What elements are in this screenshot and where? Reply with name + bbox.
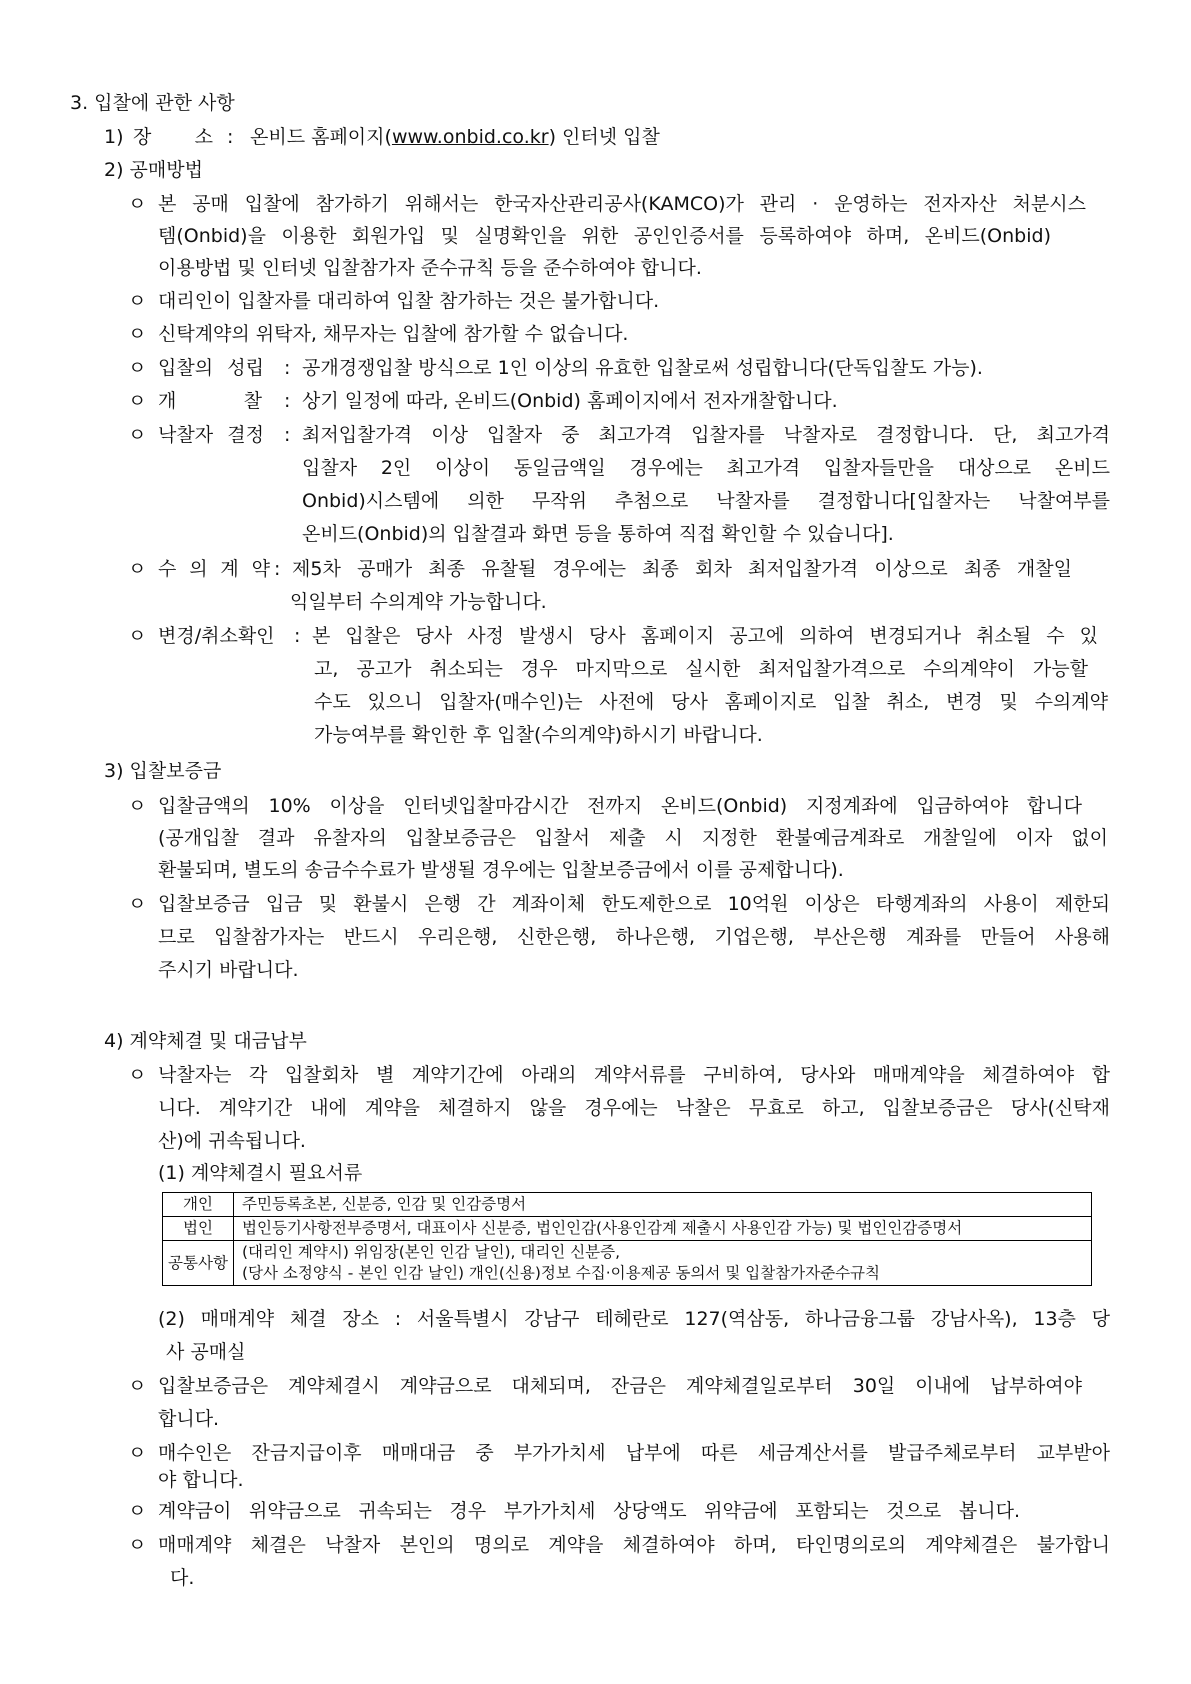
method-item-colon: : <box>284 357 291 379</box>
method-item-colon: : <box>284 424 291 446</box>
bullet-icon: ㅇ <box>128 558 147 580</box>
contract-line: 야 합니다. <box>158 1469 244 1491</box>
method-item-colon: : <box>284 390 291 412</box>
method-line: 공개경쟁입찰 방식으로 1인 이상의 유효한 입찰로써 성립합니다(단독입찰도 가능). <box>302 357 983 379</box>
deposit-line: 환불되며, 별도의 송금수수료가 발생될 경우에는 입찰보증금에서 이를 공제합니다). <box>158 859 844 881</box>
bullet-icon: ㅇ <box>128 1534 147 1556</box>
method-item-label: 수 의 계 약 <box>158 558 270 580</box>
method-line: 신탁계약의 위탁자, 채무자는 입찰에 참가할 수 없습니다. <box>158 323 629 345</box>
table-cell-line: (대리인 계약시) 위임장(본인 인감 날인), 대리인 신분증, <box>242 1243 621 1261</box>
place-label: 장 소 <box>133 126 213 148</box>
method-line: 본 입찰은 당사 사정 발생시 당사 홈페이지 공고에 의하여 변경되거나 취소될 수 있 <box>312 625 1098 647</box>
deposit-line: 주시기 바랍니다. <box>158 959 299 981</box>
bullet-icon: ㅇ <box>128 1500 147 1522</box>
deposit-line: 입찰금액의 10% 이상을 인터넷입찰마감시간 전까지 온비드(Onbid) 지정계좌에 입금하여야 합니다 <box>158 795 1082 817</box>
method-line: 템(Onbid)을 이용한 회원가입 및 실명확인을 위한 공인인증서를 등록하여야 하며, 온비드(Onbid) <box>158 225 1051 247</box>
method-item-label: 변경/취소확인 <box>158 625 275 647</box>
bullet-icon: ㅇ <box>128 1442 147 1464</box>
method-line: Onbid)시스템에 의한 무작위 추첨으로 낙찰자를 결정합니다[입찰자는 낙찰여부를 <box>302 490 1110 512</box>
method-item-label: 낙찰자 결정 <box>158 424 264 446</box>
table-row-label: 공통사항 <box>163 1241 234 1286</box>
contract-intro-line: 산)에 귀속됩니다. <box>158 1130 306 1152</box>
deposit-line: (공개입찰 결과 유찰자의 입찰보증금은 입찰서 제출 시 지정한 환불예금계좌로 개찰일에 이자 없이 <box>158 827 1108 849</box>
method-line: 수도 있으니 입찰자(매수인)는 사전에 당사 홈페이지로 입찰 취소, 변경 및 수의계약 <box>314 691 1108 713</box>
method-line: 최저입찰가격 이상 입찰자 중 최고가격 입찰자를 낙찰자로 결정합니다. 단, 최고가격 <box>302 424 1110 446</box>
method-item-colon: : <box>274 558 281 580</box>
contract-line: 계약금이 위약금으로 귀속되는 경우 부가가치세 상당액도 위약금에 포함되는 것으로 봅니다. <box>158 1500 1020 1522</box>
place-text-before: 온비드 홈페이지( <box>250 126 392 148</box>
docs-heading: (1) 계약체결시 필요서류 <box>158 1162 363 1184</box>
table-cell <box>234 1241 1092 1286</box>
bullet-icon: ㅇ <box>128 323 147 345</box>
contract-line: 합니다. <box>158 1408 220 1430</box>
contract-place-line: (2) 매매계약 체결 장소 : 서울특별시 강남구 테헤란로 127(역삼동, 하나금융그룹 강남사옥), 13층 당 <box>158 1308 1110 1330</box>
deposit-line: 므로 입찰참가자는 반드시 우리은행, 신한은행, 하나은행, 기업은행, 부산은행 계좌를 만들어 사용해 <box>158 926 1110 948</box>
contract-line: 입찰보증금은 계약체결시 계약금으로 대체되며, 잔금은 계약체결일로부터 30일 이내에 납부하여야 <box>158 1375 1082 1397</box>
bullet-icon: ㅇ <box>128 1375 147 1397</box>
contract-line: 다. <box>170 1567 195 1589</box>
method-line: 입찰자 2인 이상이 동일금액일 경우에는 최고가격 입찰자들만을 대상으로 온비드 <box>302 457 1110 479</box>
bullet-icon: ㅇ <box>128 1064 147 1086</box>
place-colon: : <box>227 126 234 148</box>
place-number: 1) <box>104 126 124 148</box>
method-line: 고, 공고가 취소되는 경우 마지막으로 실시한 최저입찰가격으로 수의계약이 가능할 <box>314 658 1088 680</box>
table-row-label: 개인 <box>163 1193 234 1217</box>
table-row <box>163 1241 1092 1286</box>
deposit-heading: 3) 입찰보증금 <box>104 760 222 782</box>
table-cell: 주민등록초본, 신분증, 인감 및 인감증명서 <box>234 1193 1092 1217</box>
contract-intro-line: 낙찰자는 각 입찰회차 별 계약기간에 아래의 계약서류를 구비하여, 당사와 매매계약을 체결하여야 합 <box>158 1064 1110 1086</box>
place-value <box>250 122 660 152</box>
deposit-line: 입찰보증금 입금 및 환불시 은행 간 계좌이체 한도제한으로 10억원 이상은 타행계좌의 사용이 제한되 <box>158 893 1110 915</box>
method-line: 가능여부를 확인한 후 입찰(수의계약)하시기 바랍니다. <box>314 724 763 746</box>
method-item-label: 개 찰 <box>158 390 262 412</box>
contract-heading: 4) 계약체결 및 대금납부 <box>104 1030 307 1052</box>
required-documents-table <box>162 1192 1092 1286</box>
bullet-icon: ㅇ <box>128 893 147 915</box>
method-item-colon: : <box>294 625 301 647</box>
method-line: 대리인이 입찰자를 대리하여 입찰 참가하는 것은 불가합니다. <box>158 290 660 312</box>
contract-line: 매매계약 체결은 낙찰자 본인의 명의로 계약을 체결하여야 하며, 타인명의로의 계약체결은 불가합니 <box>158 1534 1110 1556</box>
bullet-icon: ㅇ <box>128 625 147 647</box>
contract-line: 매수인은 잔금지급이후 매매대금 중 부가가치세 납부에 따른 세금계산서를 발급주체로부터 교부받아 <box>158 1442 1110 1464</box>
table-cell-line: (당사 소정양식 - 본인 인감 날인) 개인(신용)정보 수집·이용제공 동의서 및 입찰참가자준수규칙 <box>242 1264 880 1282</box>
bullet-icon: ㅇ <box>128 290 147 312</box>
method-line: 이용방법 및 인터넷 입찰참가자 준수규칙 등을 준수하여야 합니다. <box>158 257 702 279</box>
method-line: 제5차 공매가 최종 유찰될 경우에는 최종 회차 최저입찰가격 이상으로 최종 개찰일 <box>292 558 1072 580</box>
table-row <box>163 1217 1092 1241</box>
method-heading: 2) 공매방법 <box>104 159 203 181</box>
section-title: 3. 입찰에 관한 사항 <box>70 92 235 114</box>
method-line: 상기 일정에 따라, 온비드(Onbid) 홈페이지에서 전자개찰합니다. <box>302 390 838 412</box>
table-row-label: 법인 <box>163 1217 234 1241</box>
bullet-icon: ㅇ <box>128 193 147 215</box>
method-line: 온비드(Onbid)의 입찰결과 화면 등을 통하여 직접 확인할 수 있습니다]. <box>302 523 894 545</box>
table-cell: 법인등기사항전부증명서, 대표이사 신분증, 법인인감(사용인감계 제출시 사용인감 가능) 및 법인인감증명서 <box>234 1217 1092 1241</box>
contract-intro-line: 니다. 계약기간 내에 계약을 체결하지 않을 경우에는 낙찰은 무효로 하고, 입찰보증금은 당사(신탁재 <box>158 1097 1110 1119</box>
method-item-label: 입찰의 성립 <box>158 357 264 379</box>
place-text-after: ) 인터넷 입찰 <box>548 126 660 148</box>
bullet-icon: ㅇ <box>128 424 147 446</box>
bullet-icon: ㅇ <box>128 390 147 412</box>
method-line: 본 공매 입찰에 참가하기 위해서는 한국자산관리공사(KAMCO)가 관리 · 운영하는 전자자산 처분시스 <box>158 193 1086 215</box>
table-row <box>163 1193 1092 1217</box>
method-line: 익일부터 수의계약 가능합니다. <box>290 591 547 613</box>
bullet-icon: ㅇ <box>128 795 147 817</box>
contract-place-line: 사 공매실 <box>166 1341 246 1363</box>
onbid-url-link[interactable]: www.onbid.co.kr <box>391 126 549 148</box>
bullet-icon: ㅇ <box>128 357 147 379</box>
